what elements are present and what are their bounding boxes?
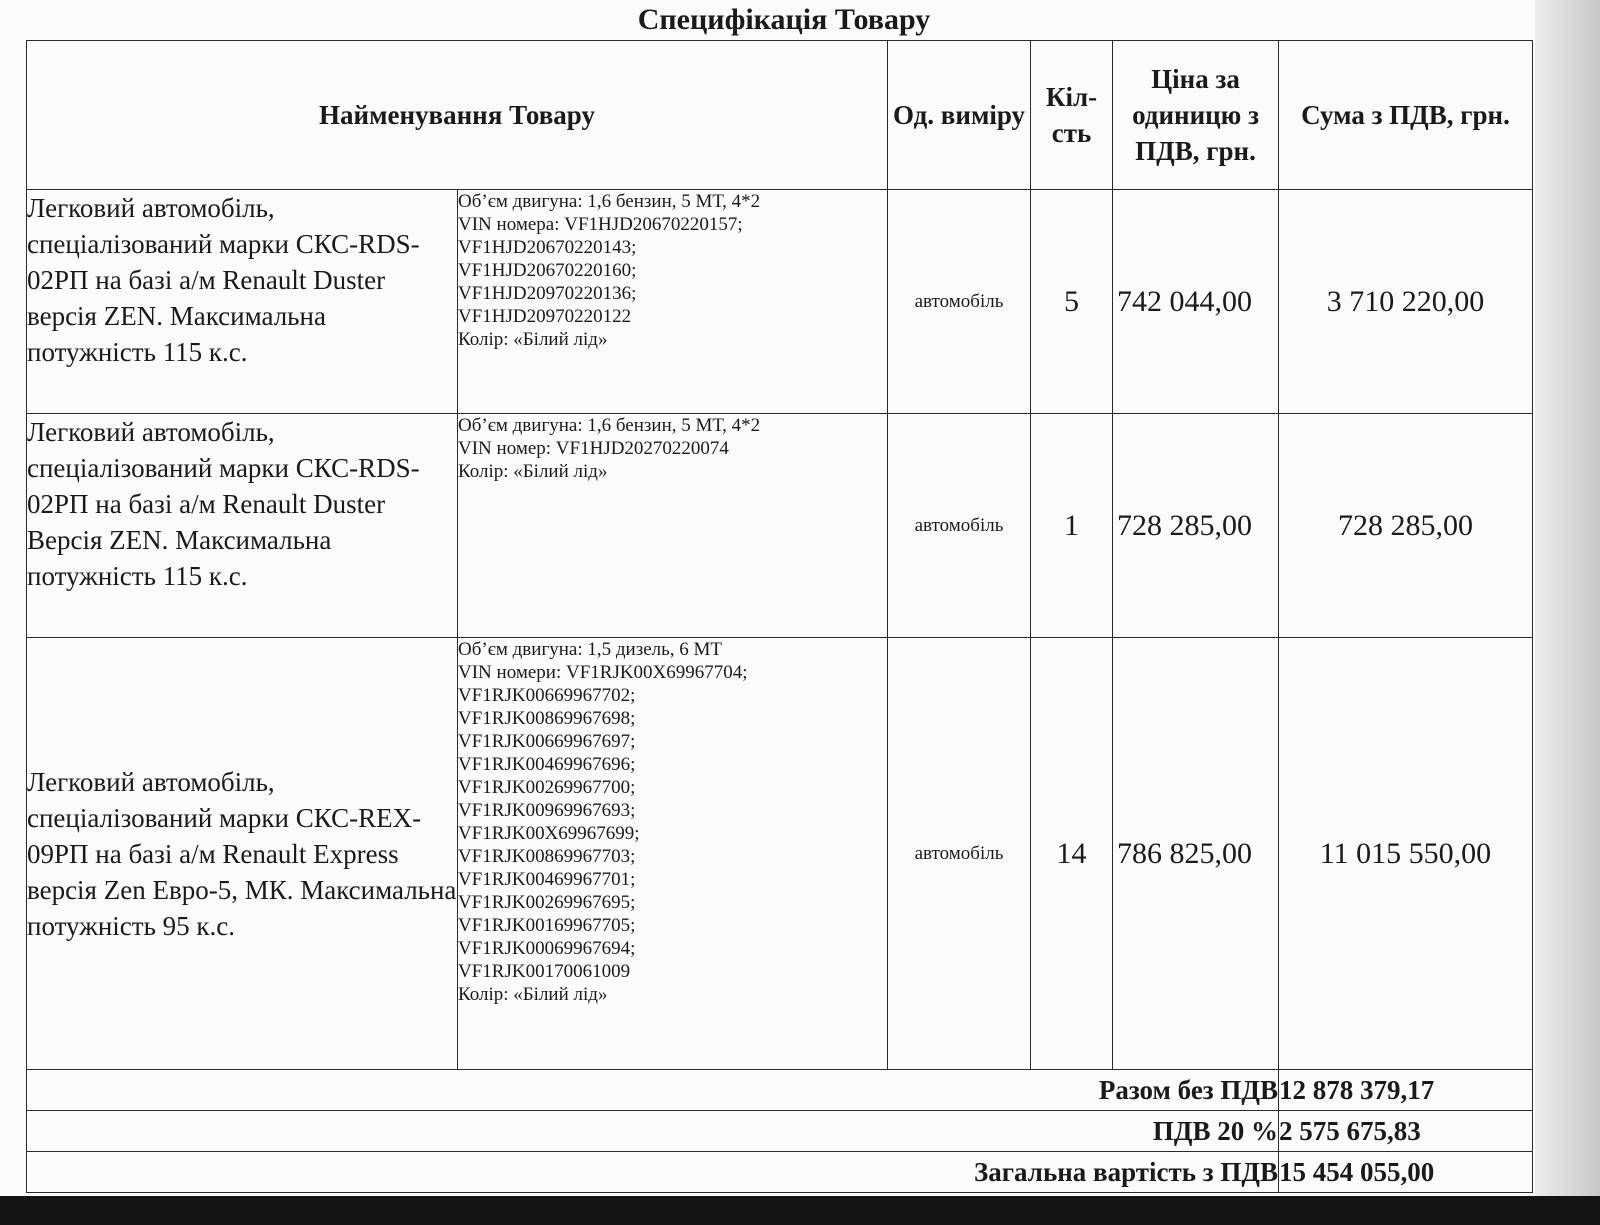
desc-line: VF1RJK00469967701;: [458, 869, 636, 890]
header-qty: Кіл-сть: [1031, 41, 1113, 190]
desc-line: VF1RJK00869967698;: [458, 708, 636, 729]
desc-line: VIN номери: VF1RJK00X69967704;: [458, 662, 748, 683]
item-unit: автомобіль: [888, 414, 1031, 638]
table-row: [27, 190, 1533, 414]
desc-line: VF1RJK00170061009: [458, 961, 631, 982]
desc-line: VF1HJD20970220122: [458, 306, 632, 327]
item-price: 742 044,00: [1113, 190, 1279, 414]
desc-line: Об’єм двигуна: 1,6 бензин, 5 МТ, 4*2: [458, 415, 761, 436]
desc-line: Колір: «Білий лід»: [458, 984, 608, 1005]
desc-line: VF1HJD20670220143;: [458, 237, 637, 258]
total-value: 12 878 379,17: [1279, 1070, 1533, 1111]
header-unit: Од. виміру: [888, 41, 1031, 190]
header-name: Найменування Товару: [27, 41, 888, 190]
item-qty: 5: [1031, 190, 1113, 414]
item-price: 786 825,00: [1113, 638, 1279, 1070]
item-description: [458, 414, 888, 638]
desc-line: VF1RJK00669967697;: [458, 731, 636, 752]
header-price: Ціна за одиницю з ПДВ, грн.: [1113, 41, 1279, 190]
header-sum: Сума з ПДВ, грн.: [1279, 41, 1533, 190]
desc-line: VIN номер: VF1HJD20270220074: [458, 438, 729, 459]
desc-line: VF1RJK00069967694;: [458, 938, 636, 959]
total-label: Разом без ПДВ: [27, 1070, 1279, 1111]
item-name: Легковий автомобіль, спеціалізований марки СКС-RDS-02РП на базі а/м Renault Duster Версія ZEN. Максимальна потужність 115 к.с.: [27, 414, 458, 638]
item-description: [458, 638, 888, 1070]
total-row-net: [27, 1070, 1533, 1111]
desc-line: VF1RJK00269967695;: [458, 892, 636, 913]
desc-line: VF1RJK00169967705;: [458, 915, 636, 936]
desc-line: Колір: «Білий лід»: [458, 329, 608, 350]
desc-line: Об’єм двигуна: 1,5 дизель, 6 МТ: [458, 639, 723, 660]
table-row: [27, 414, 1533, 638]
desc-line: Об’єм двигуна: 1,6 бензин, 5 МТ, 4*2: [458, 191, 761, 212]
desc-line: VF1HJD20970220136;: [458, 283, 637, 304]
item-price: 728 285,00: [1113, 414, 1279, 638]
desc-line: VF1RJK00269967700;: [458, 777, 636, 798]
item-sum: 11 015 550,00: [1279, 638, 1533, 1070]
desc-line: VF1RJK00X69967699;: [458, 823, 640, 844]
item-name: Легковий автомобіль, спеціалізований марки СКС-REX-09РП на базі а/м Renault Express версія Zen Евро-5, МК. Максимальна потужність 95 к.с.: [27, 638, 458, 1070]
header-row: [27, 41, 1533, 190]
total-value: 2 575 675,83: [1279, 1111, 1533, 1152]
total-row-vat: [27, 1111, 1533, 1152]
total-label: Загальна вартість з ПДВ: [27, 1152, 1279, 1193]
scan-edge-shadow: [1535, 0, 1600, 1200]
scan-bottom-edge: [0, 1196, 1600, 1225]
item-name: Легковий автомобіль, спеціалізований марки СКС-RDS-02РП на базі а/м Renault Duster версія ZEN. Максимальна потужність 115 к.с.: [27, 190, 458, 414]
total-value: 15 454 055,00: [1279, 1152, 1533, 1193]
item-qty: 14: [1031, 638, 1113, 1070]
item-sum: 728 285,00: [1279, 414, 1533, 638]
desc-line: VF1RJK00469967696;: [458, 754, 636, 775]
desc-line: VF1HJD20670220160;: [458, 260, 637, 281]
item-qty: 1: [1031, 414, 1113, 638]
desc-line: VF1RJK00969967693;: [458, 800, 636, 821]
desc-line: VF1RJK00669967702;: [458, 685, 636, 706]
item-unit: автомобіль: [888, 190, 1031, 414]
item-unit: автомобіль: [888, 638, 1031, 1070]
specification-table: [26, 40, 1533, 1193]
table-row: [27, 638, 1533, 1070]
total-label: ПДВ 20 %: [27, 1111, 1279, 1152]
desc-line: VF1RJK00869967703;: [458, 846, 636, 867]
total-row-gross: [27, 1152, 1533, 1193]
item-description: [458, 190, 888, 414]
item-sum: 3 710 220,00: [1279, 190, 1533, 414]
document-title: Специфікація Товару: [637, 3, 931, 36]
desc-line: VIN номера: VF1HJD20670220157;: [458, 214, 743, 235]
desc-line: Колір: «Білий лід»: [458, 461, 608, 482]
